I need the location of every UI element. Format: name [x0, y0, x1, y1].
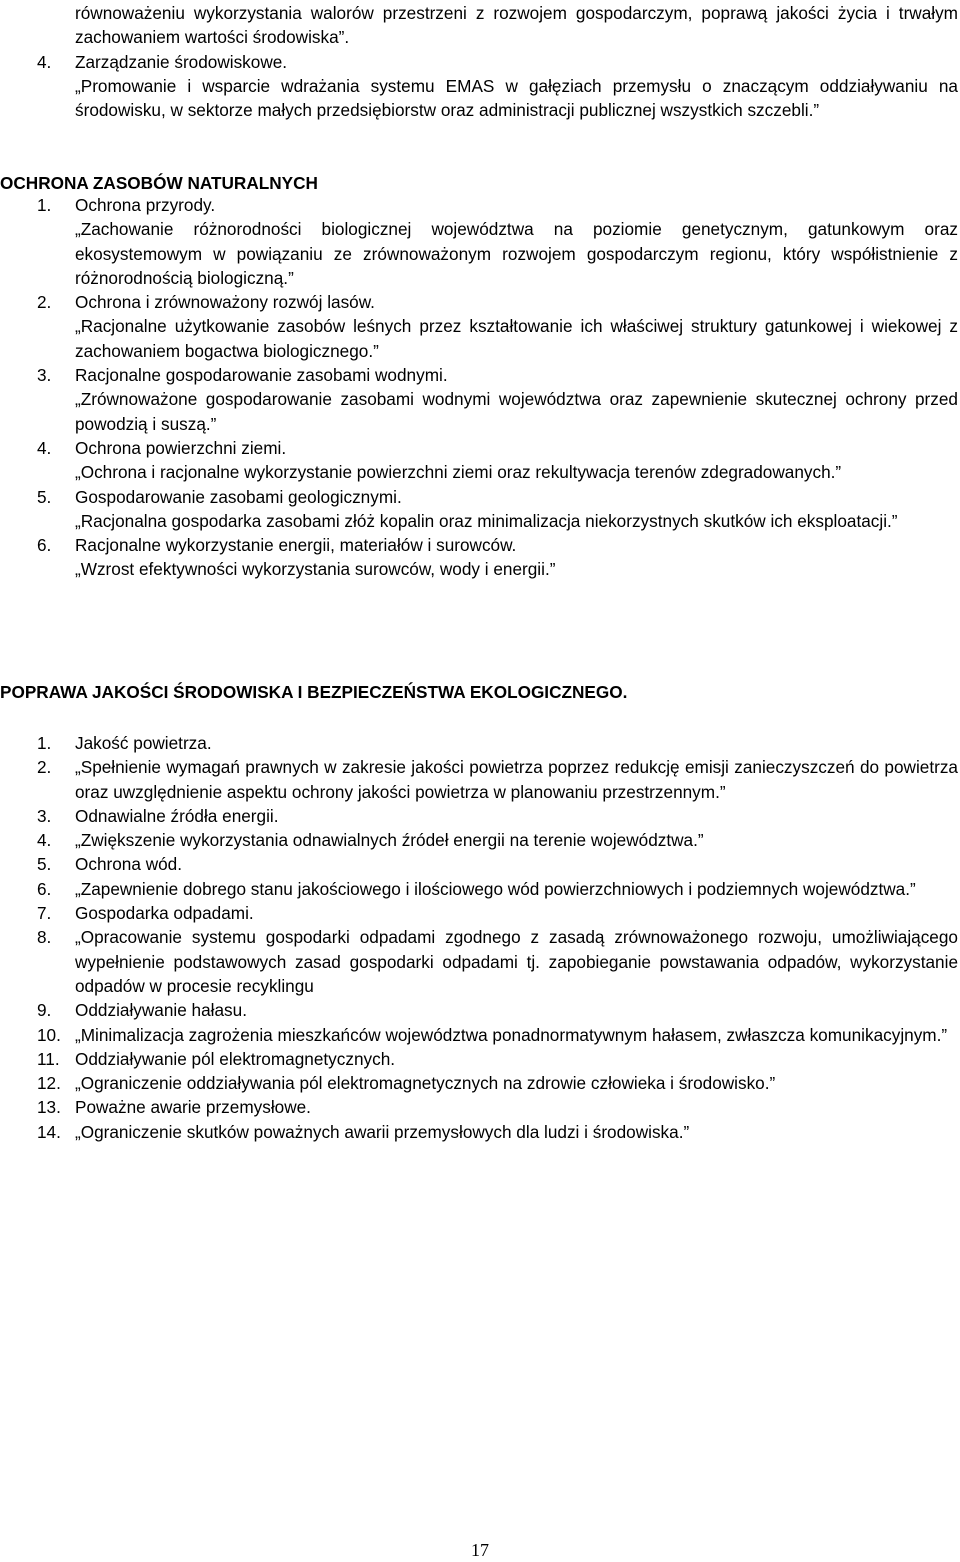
section-heading-natural-resources: OCHRONA ZASOBÓW NATURALNYCH — [0, 173, 318, 193]
list-item-number: 9. — [37, 1000, 52, 1021]
environment-quality-list — [0, 731, 958, 1144]
list-item-number: 3. — [37, 805, 52, 826]
list-item — [0, 193, 958, 290]
list-item-number: 14. — [37, 1121, 61, 1142]
list-item-text: „Ograniczenie oddziaływania pól elektromagnetycznych na zdrowie człowieka i środowisko.” — [75, 1073, 776, 1094]
list-item-detail: „Ochrona i racjonalne wykorzystanie powierzchni ziemi oraz rekultywacja terenów zdegradowanych.” — [75, 462, 842, 483]
list-item-number: 2. — [37, 292, 52, 313]
list-item-number: 13. — [37, 1097, 61, 1118]
list-item-number: 8. — [37, 927, 52, 948]
list-item — [0, 755, 958, 804]
top-continuation-paragraph: równoważeniu wykorzystania walorów przestrzeni z rozwojem gospodarczym, poprawą jakości życia i trwałym zachowaniem wartości środowiska”. — [75, 3, 958, 48]
list-item-text: „Zapewnienie dobrego stanu jakościowego i ilościowego wód powierzchniowych i podziemnych województwa.” — [75, 878, 916, 899]
list-item — [0, 50, 958, 123]
list-item-title: Ochrona i zrównoważony rozwój lasów. — [75, 292, 375, 313]
list-item-number: 12. — [37, 1073, 61, 1094]
page-number: 17 — [471, 1540, 489, 1560]
list-item-detail: „Zrównoważone gospodarowanie zasobami wodnymi województwa oraz zapewnienie skutecznej ochrony przed powodzią i suszą.” — [75, 389, 958, 434]
list-item-title: Gospodarowanie zasobami geologicznymi. — [75, 486, 402, 507]
list-item-detail: „Wzrost efektywności wykorzystania surowców, wody i energii.” — [75, 559, 556, 580]
list-item-text: Odnawialne źródła energii. — [75, 805, 279, 826]
list-item-text: Gospodarka odpadami. — [75, 903, 254, 924]
list-item-title: Zarządzanie środowiskowe. — [75, 51, 288, 72]
list-item — [0, 436, 958, 485]
list-item — [0, 363, 958, 436]
list-item-text: „Opracowanie systemu gospodarki odpadami zgodnego z zasadą zrównoważonego rozwoju, umożliwiającego wypełnienie podstawowych zasad gospodarki odpadami tj. zapobieganie powstawania odpadów, wykorzystanie odpadów w procesie recyklingu — [75, 927, 958, 996]
list-item — [0, 877, 958, 901]
list-item — [0, 998, 958, 1022]
list-item-number: 6. — [37, 535, 52, 556]
list-item-title: Racjonalne gospodarowanie zasobami wodnymi. — [75, 365, 448, 386]
list-item-number: 11. — [37, 1048, 60, 1069]
list-item-text: „Spełnienie wymagań prawnych w zakresie jakości powietrza poprzez redukcję emisji zanieczyszczeń do powietrza oraz uwzględnienie aspektu ochrony jakości powietrza w planowaniu przestrzennym.” — [75, 757, 958, 802]
list-item — [0, 925, 958, 998]
list-item-text: Ochrona wód. — [75, 854, 183, 875]
section-heading-environment-quality: POPRAWA JAKOŚCI ŚRODOWISKA I BEZPIECZEŃSTWA EKOLOGICZNEGO. — [0, 682, 628, 702]
list-item-text: Poważne awarie przemysłowe. — [75, 1097, 311, 1118]
list-item-title: Ochrona powierzchni ziemi. — [75, 437, 287, 458]
list-item-text: „Ograniczenie skutków poważnych awarii przemysłowych dla ludzi i środowiska.” — [75, 1121, 690, 1142]
list-item-number: 1. — [37, 195, 52, 215]
list-item-title: Ochrona przyrody. — [75, 195, 216, 215]
list-item-number: 4. — [37, 51, 52, 72]
list-item-number: 2. — [37, 757, 52, 778]
list-item-text: „Minimalizacja zagrożenia mieszkańców województwa ponadnormatywnym hałasem, zwłaszcza komunikacyjnym.” — [75, 1024, 948, 1045]
list-item-detail: „Racjonalna gospodarka zasobami złóż kopalin oraz minimalizacja niekorzystnych skutków ich eksploatacji.” — [75, 510, 898, 531]
list-item-text: Oddziaływanie hałasu. — [75, 1000, 247, 1021]
list-item — [0, 1120, 958, 1144]
list-item — [0, 1023, 958, 1047]
list-item-number: 7. — [37, 903, 52, 924]
top-block — [0, 1, 958, 122]
list-item-title: Racjonalne wykorzystanie energii, materiałów i surowców. — [75, 535, 517, 556]
list-item — [0, 485, 958, 534]
list-item-number: 5. — [37, 854, 52, 875]
list-item — [0, 901, 958, 925]
list-item — [0, 804, 958, 828]
list-item-detail: „Racjonalne użytkowanie zasobów leśnych przez kształtowanie ich właściwej struktury gatunkowej i wiekowej z zachowaniem bogactwa biologicznego.” — [75, 316, 958, 361]
list-item-text: Jakość powietrza. — [75, 733, 212, 753]
list-item-number: 10. — [37, 1024, 61, 1045]
list-item — [0, 533, 958, 582]
list-item-detail: „Zachowanie różnorodności biologicznej województwa na poziomie genetycznym, gatunkowym oraz ekosystemowym w powiązaniu ze zrównoważonym rozwojem gospodarczym regionu, który współistnienie z różnorodnością biologiczną.” — [75, 219, 958, 288]
list-item — [0, 290, 958, 363]
list-item-text: Oddziaływanie pól elektromagnetycznych. — [75, 1048, 396, 1069]
list-item — [0, 1047, 958, 1071]
list-item — [0, 1095, 958, 1119]
list-item-number: 3. — [37, 365, 52, 386]
list-item-number: 1. — [37, 733, 52, 753]
list-item-detail: „Promowanie i wsparcie wdrażania systemu EMAS w gałęziach przemysłu o znaczącym oddziaływaniu na środowisku, w sektorze małych przedsiębiorstw oraz administracji publicznej wszystkich szczebli.” — [75, 75, 958, 121]
list-item-number: 6. — [37, 878, 52, 899]
list-item-number: 5. — [37, 486, 52, 507]
natural-resources-list — [0, 193, 958, 582]
list-item — [0, 731, 958, 755]
list-item-number: 4. — [37, 830, 52, 851]
list-item — [0, 828, 958, 852]
list-item-text: „Zwiększenie wykorzystania odnawialnych źródeł energii na terenie województwa.” — [75, 830, 704, 851]
list-item-number: 4. — [37, 437, 52, 458]
list-item — [0, 852, 958, 876]
list-item — [0, 1071, 958, 1095]
